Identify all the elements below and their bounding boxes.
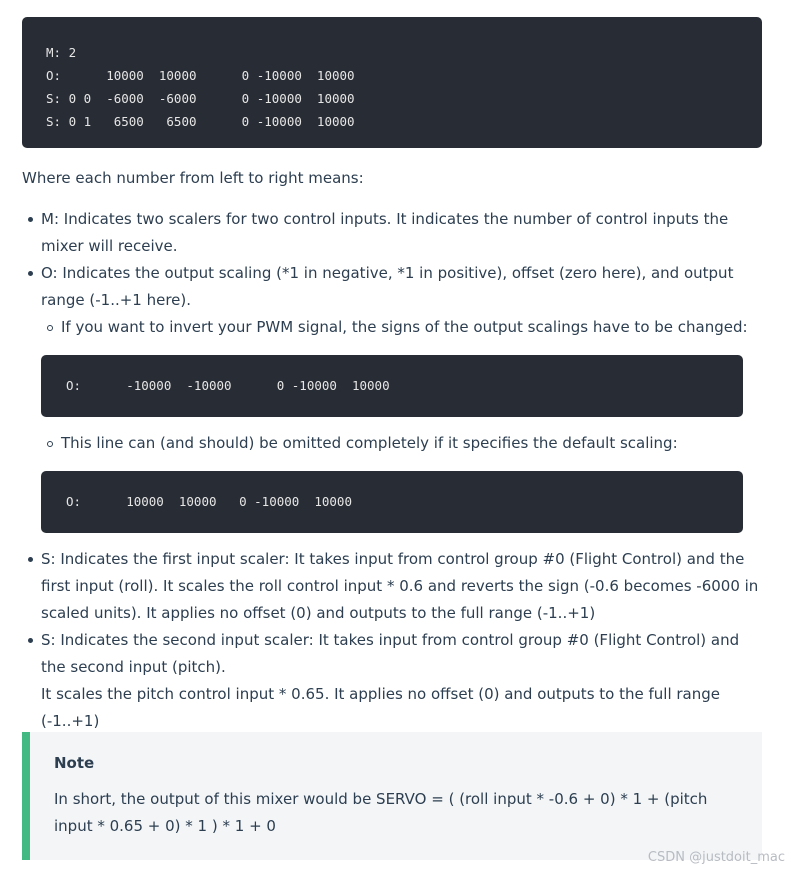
sub-item-text: This line can (and should) be omitted completely if it specifies the default scaling: [61,434,678,452]
note-title: Note [54,754,95,772]
explanation-list [22,206,762,735]
code-line: S: 0 1 6500 6500 0 -10000 10000 [46,114,355,129]
list-item-text: It scales the pitch control input * 0.65. It applies no offset (0) and outputs to the full range (-1..+1) [41,685,720,730]
sub-item-omit [41,430,762,533]
list-item-s2 [22,627,762,735]
default-code-block: O: 10000 10000 0 -10000 10000 [41,471,743,533]
note-body: In short, the output of this mixer would be SERVO = ( (roll input * -0.6 + 0) * 1 + (pitch input * 0.65 + 0) * 1 ) * 1 + 0 [54,790,708,835]
watermark: CSDN @justdoit_mac [647,850,785,865]
list-item-o [22,260,762,533]
list-item-text: O: Indicates the output scaling (*1 in negative, *1 in positive), offset (zero here), and output range (-1..+1 here). [41,264,734,309]
note-callout [22,732,762,860]
sub-item-invert [41,314,762,417]
intro-paragraph: Where each number from left to right means: [22,169,364,187]
document-content [22,17,762,835]
code-line: M: 2 [46,45,77,60]
list-item-text: M: Indicates two scalers for two control inputs. It indicates the number of control inputs the mixer will receive. [41,210,729,255]
list-item-m [22,206,762,260]
sub-list [41,314,762,533]
list-item-s1 [22,546,762,627]
invert-code-block: O: -10000 -10000 0 -10000 10000 [41,355,743,417]
code-line: O: 10000 10000 0 -10000 10000 [46,68,355,83]
sub-item-text: If you want to invert your PWM signal, the signs of the output scalings have to be changed: [61,318,748,336]
list-item-text: S: Indicates the first input scaler: It takes input from control group #0 (Flight Control) and the first input (roll). It scales the roll control input * 0.6 and reverts the sign (-0.6 becomes -6000 in scaled units). It applies no offset (0) and outputs to the full range (-1..+1) [41,550,759,622]
code-line: S: 0 0 -6000 -6000 0 -10000 10000 [46,91,355,106]
mixer-code-block [22,17,762,148]
list-item-text: S: Indicates the second input scaler: It takes input from control group #0 (Flight Control) and the second input (pitch). [41,631,740,676]
